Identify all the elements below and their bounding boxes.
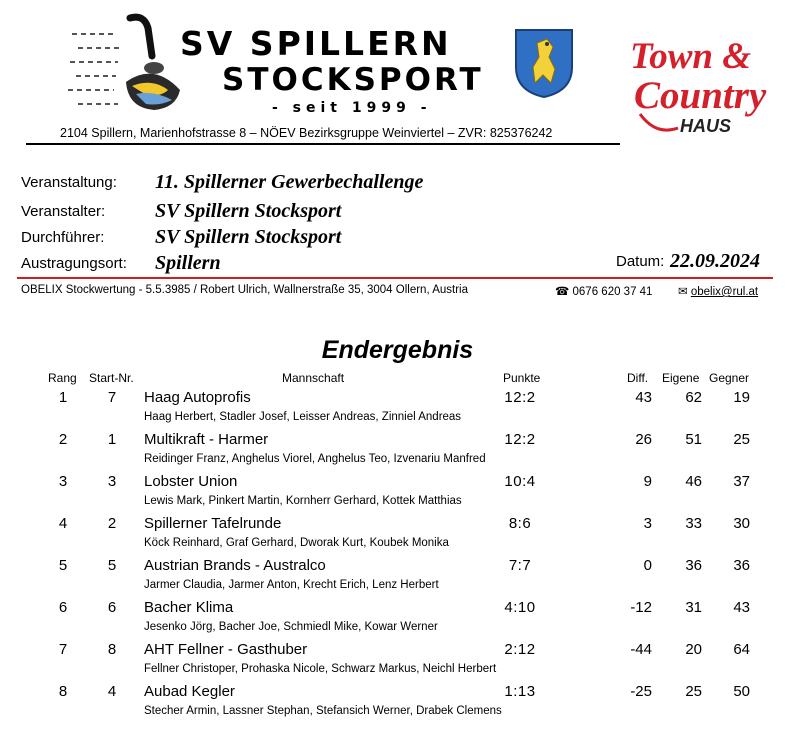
points: 10:4 <box>504 473 536 490</box>
result-row <box>0 431 805 473</box>
points: 4:10 <box>504 599 536 616</box>
own-score: 51 <box>685 431 702 448</box>
opponent-score: 37 <box>733 473 750 490</box>
start-number: 5 <box>107 557 117 574</box>
organizer-label: Veranstalter: <box>21 203 106 220</box>
team-name: Haag Autoprofis <box>144 389 251 406</box>
header-rank: Rang <box>48 371 77 385</box>
executor-value: SV Spillern Stocksport <box>155 226 342 248</box>
team-name: Spillerner Tafelrunde <box>144 515 282 532</box>
own-score: 25 <box>685 683 702 700</box>
difference: 26 <box>635 431 652 448</box>
start-number: 8 <box>107 641 117 658</box>
difference: -44 <box>630 641 652 658</box>
results-title: Endergebnis <box>321 336 474 364</box>
team-members: Reidinger Franz, Anghelus Viorel, Anghelus Teo, Izvenariu Manfred <box>144 453 486 465</box>
header-opp: Gegner <box>709 371 750 385</box>
executor-label: Durchführer: <box>21 229 105 246</box>
team-members: Jesenko Jörg, Bacher Joe, Schmiedl Mike, Kowar Werner <box>144 621 438 633</box>
venue-value: Spillern <box>155 252 221 274</box>
opponent-score: 25 <box>733 431 750 448</box>
opponent-score: 30 <box>733 515 750 532</box>
opponent-score: 50 <box>733 683 750 700</box>
own-score: 33 <box>685 515 702 532</box>
difference: -25 <box>630 683 652 700</box>
own-score: 46 <box>685 473 702 490</box>
event-value: 11. Spillerner Gewerbechallenge <box>155 171 424 193</box>
team-members: Jarmer Claudia, Jarmer Anton, Krecht Erich, Lenz Herbert <box>144 579 439 591</box>
result-row <box>0 515 805 557</box>
rank: 8 <box>58 683 68 700</box>
email-link[interactable]: obelix@rul.at <box>690 286 759 298</box>
svg-text:Country: Country <box>634 74 767 117</box>
result-row <box>0 683 805 725</box>
rank: 1 <box>58 389 68 406</box>
start-number: 4 <box>107 683 117 700</box>
result-row <box>0 473 805 515</box>
date-value: 22.09.2024 <box>670 250 760 272</box>
team-name: Multikraft - Harmer <box>144 431 269 448</box>
difference: 43 <box>635 389 652 406</box>
difference: 9 <box>643 473 652 490</box>
event-label: Veranstaltung: <box>21 174 117 191</box>
team-members: Fellner Christoper, Prohaska Nicole, Schwarz Markus, Neichl Herbert <box>144 663 497 675</box>
club-address: 2104 Spillern, Marienhofstrasse 8 – NÖEV Bezirksgruppe Weinviertel – ZVR: 825376242 <box>60 126 553 140</box>
difference: 3 <box>643 515 652 532</box>
difference: -12 <box>630 599 652 616</box>
team-name: AHT Fellner - Gasthuber <box>144 641 308 658</box>
sponsor-logo <box>626 24 776 144</box>
own-score: 20 <box>685 641 702 658</box>
result-row <box>0 599 805 641</box>
organizer-value: SV Spillern Stocksport <box>155 200 342 222</box>
points: 12:2 <box>504 431 536 448</box>
club-name-line2: STOCKSPORT <box>222 62 484 98</box>
rank: 6 <box>58 599 68 616</box>
team-name: Aubad Kegler <box>144 683 235 700</box>
difference: 0 <box>643 557 652 574</box>
opponent-score: 36 <box>733 557 750 574</box>
rank: 2 <box>58 431 68 448</box>
curling-stone-logo <box>68 12 186 120</box>
info-divider <box>17 277 773 279</box>
header-own: Eigene <box>662 371 700 385</box>
header-points: Punkte <box>503 371 541 385</box>
header-diff: Diff. <box>627 371 649 385</box>
opponent-score: 64 <box>733 641 750 658</box>
team-name: Bacher Klima <box>144 599 234 616</box>
points: 1:13 <box>504 683 536 700</box>
points: 12:2 <box>504 389 536 406</box>
opponent-score: 43 <box>733 599 750 616</box>
mail-icon: ✉ <box>678 286 691 298</box>
municipal-crest-icon <box>513 27 575 99</box>
header-start: Start-Nr. <box>89 371 134 385</box>
team-members: Haag Herbert, Stadler Josef, Leisser Andreas, Zinniel Andreas <box>144 411 462 423</box>
header-team: Mannschaft <box>282 371 345 385</box>
svg-text:Town &: Town & <box>630 36 751 77</box>
own-score: 31 <box>685 599 702 616</box>
rank: 3 <box>58 473 68 490</box>
start-number: 3 <box>107 473 117 490</box>
rank: 7 <box>58 641 68 658</box>
own-score: 62 <box>685 389 702 406</box>
rank: 4 <box>58 515 68 532</box>
points: 2:12 <box>504 641 536 658</box>
software-credit: OBELIX Stockwertung - 5.5.3985 / Robert Ulrich, Wallnerstraße 35, 3004 Ollern, Austria <box>21 284 469 296</box>
phone-number: ☎ 0676 620 37 41 <box>555 286 653 298</box>
start-number: 6 <box>107 599 117 616</box>
start-number: 2 <box>107 515 117 532</box>
founded-tagline: - seit 1999 - <box>272 100 432 116</box>
result-row <box>0 641 805 683</box>
date-label: Datum: <box>616 253 665 270</box>
team-members: Lewis Mark, Pinkert Martin, Kornherr Gerhard, Kottek Matthias <box>144 495 462 507</box>
points: 7:7 <box>508 557 532 574</box>
email-contact <box>678 284 758 298</box>
venue-label: Austragungsort: <box>21 255 127 272</box>
result-row <box>0 389 805 431</box>
club-name-line1: SV SPILLERN <box>180 24 452 63</box>
team-members: Köck Reinhard, Graf Gerhard, Dworak Kurt, Koubek Monika <box>144 537 449 549</box>
result-row <box>0 557 805 599</box>
own-score: 36 <box>685 557 702 574</box>
team-members: Stecher Armin, Lassner Stephan, Stefansich Werner, Drabek Clemens <box>144 705 502 717</box>
team-name: Lobster Union <box>144 473 238 490</box>
points: 8:6 <box>508 515 532 532</box>
rank: 5 <box>58 557 68 574</box>
start-number: 1 <box>107 431 117 448</box>
svg-text:HAUS: HAUS <box>680 116 732 136</box>
team-name: Austrian Brands - Australco <box>144 557 326 574</box>
header-divider <box>26 143 620 145</box>
opponent-score: 19 <box>733 389 750 406</box>
start-number: 7 <box>107 389 117 406</box>
